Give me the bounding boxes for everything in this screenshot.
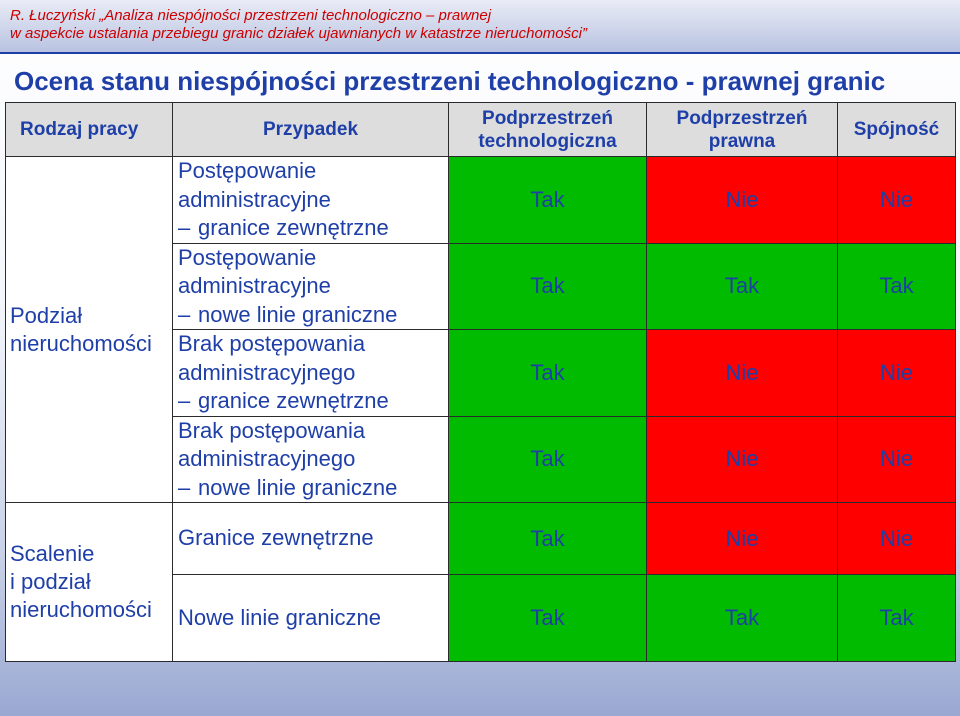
table-row [6,157,956,244]
case-subline [178,474,448,503]
kind-label: i podział [10,569,91,594]
dash-mark: – [178,215,191,240]
case-sub-text: nowe linie graniczne [198,301,398,327]
kind-cell-division [6,157,173,503]
case-cell [173,416,449,503]
case-subline [178,301,448,330]
assessment-table [5,102,955,656]
citation-header [0,0,960,54]
tech-cell: Tak [449,416,647,503]
table-row [6,503,956,575]
case-line: administracyjne [178,273,331,298]
legal-cell: Nie [647,503,838,575]
case-subline [178,387,448,416]
coherence-cell: Nie [838,416,956,503]
case-line: Postępowanie [178,158,317,183]
col-header-legal-line2: prawna [708,130,776,152]
case-cell [173,243,449,330]
legal-cell: Tak [647,243,838,330]
tech-cell: Tak [449,330,647,417]
case-line: administracyjnego [178,359,356,385]
table-header-row [6,103,956,157]
tech-cell: Tak [449,503,647,575]
case-cell: Granice zewnętrzne [173,503,449,575]
col-header-case: Przypadek [173,103,449,157]
col-header-legal-line1: Podprzestrzeń [676,107,808,129]
coherence-cell: Nie [838,503,956,575]
case-cell: Nowe linie graniczne [173,575,449,662]
col-header-tech-line1: Podprzestrzeń [482,107,613,129]
coherence-cell: Tak [838,575,956,662]
kind-cell-consolidation [6,503,173,662]
citation-line-2: w aspekcie ustalania przebiegu granic działek ujawnianych w katastrze nieruchomości” [10,25,587,42]
legal-cell: Nie [647,330,838,417]
dash-mark: – [178,388,191,413]
case-subline [178,214,448,243]
tech-cell: Tak [449,157,647,244]
citation-line-1: R. Łuczyński „Analiza niespójności przestrzeni technologiczno – prawnej [10,7,492,24]
tech-cell: Tak [449,575,647,662]
case-cell [173,330,449,417]
legal-cell: Nie [647,416,838,503]
coherence-cell: Nie [838,330,956,417]
tech-cell: Tak [449,243,647,330]
case-line: Brak postępowania [178,417,366,443]
coherence-cell: Tak [838,243,956,330]
legal-cell: Nie [647,157,838,244]
case-line: administracyjne [178,186,331,212]
dash-mark: – [178,474,191,500]
kind-label: nieruchomości [10,330,152,356]
slide-title: Ocena stanu niespójności przestrzeni technologiczno - prawnej granic [14,66,886,96]
legal-cell: Tak [647,575,838,662]
dash-mark: – [178,301,191,327]
kind-label: Scalenie [10,541,95,566]
case-line: administracyjnego [178,446,356,471]
kind-label: Podział [10,302,83,328]
case-sub-text: granice zewnętrzne [198,215,389,240]
col-header-kind: Rodzaj pracy [6,103,173,157]
case-sub-text: nowe linie graniczne [198,474,398,500]
case-line: Postępowanie [178,244,317,270]
col-header-tech [449,103,647,157]
col-header-legal [647,103,838,157]
col-header-tech-line2: technologiczna [478,130,617,152]
coherence-cell: Nie [838,157,956,244]
case-line: Brak postępowania [178,331,366,356]
case-cell [173,157,449,244]
case-sub-text: granice zewnętrzne [198,388,389,413]
col-header-coherence: Spójność [838,103,956,157]
kind-label: nieruchomości [10,597,152,622]
